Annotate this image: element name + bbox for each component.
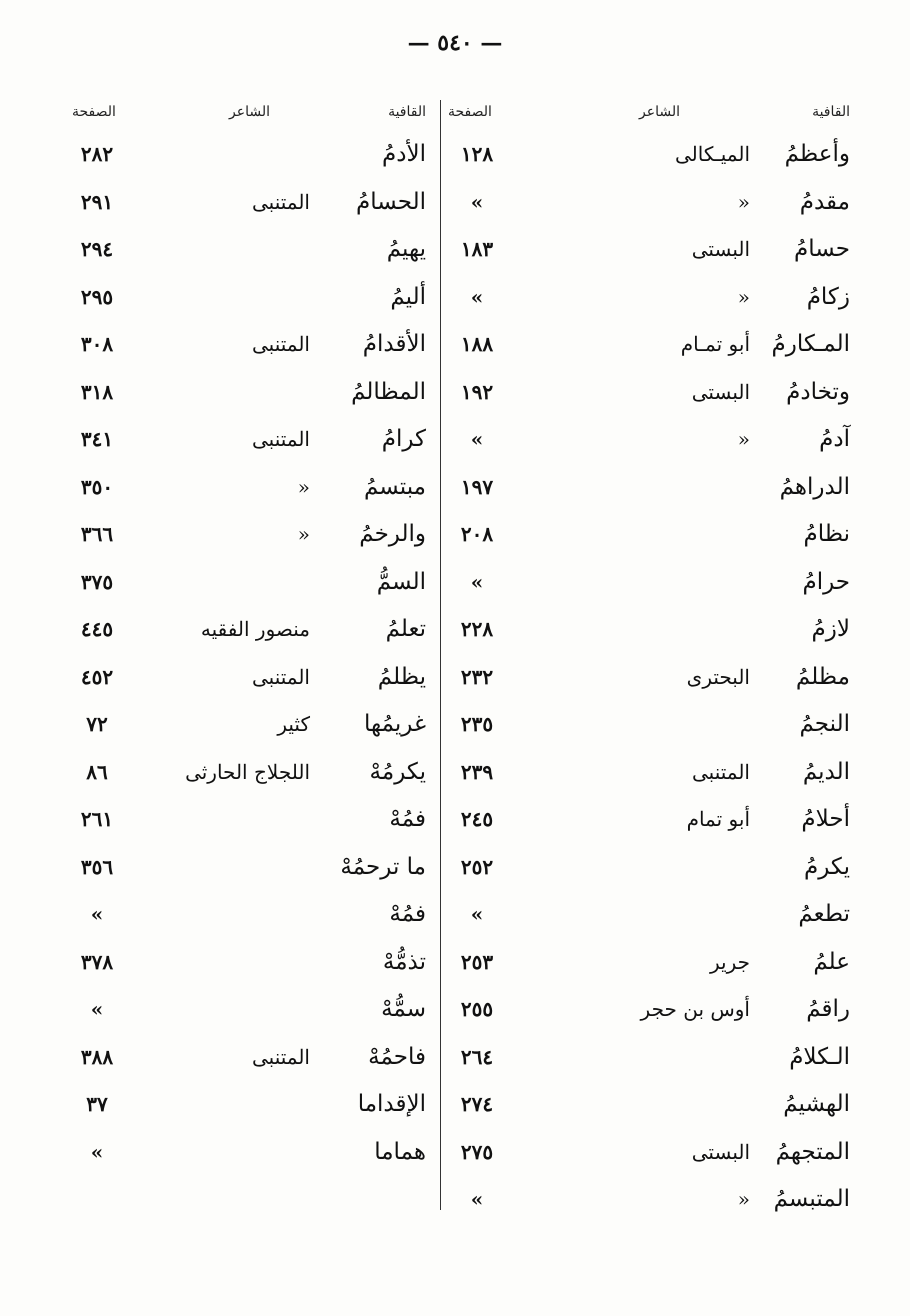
table-row [440,748,880,796]
rhyme-cell: مقدمُ [799,188,850,215]
table-row [440,938,880,986]
table-row [0,1128,440,1176]
table-row [0,415,440,463]
poet-cell: البستى [691,1139,750,1164]
poet-cell: المتنبى [252,427,310,451]
rhyme-cell: زكامُ [806,283,850,310]
table-row [0,463,440,511]
poet-cell: أوس بن حجر [640,997,750,1021]
poet-cell: جرير [710,949,750,974]
page-cell: ٢٥٥ [460,997,494,1021]
rhyme-cell: الأقدامُ [362,331,426,357]
table-row [440,1175,880,1223]
rhyme-cell: الهشيمُ [783,1091,850,1117]
page-cell: ٢٤٥ [460,807,494,831]
table-row [440,605,880,653]
header-poet: الشاعر [639,104,680,120]
rhyme-cell: يكرمُ [803,853,850,880]
header-rhyme: القافية [812,104,850,120]
rhyme-cell: كرامُ [381,426,426,452]
page-cell: ٣٠٨ [80,332,114,356]
index-table-right [440,100,880,1210]
rhyme-cell: حسامُ [794,236,850,262]
table-row [440,463,880,511]
table-row [440,1128,880,1176]
page-cell: ٧٢ [86,712,108,736]
page-cell: ٤٤٥ [80,617,114,641]
poet-cell: المتنبى [252,664,310,689]
poet-cell: « [737,1187,750,1211]
table-row [0,273,440,321]
page-cell: ٣٧ [86,1092,108,1116]
page-cell: « [90,902,104,926]
page-cell: ١٢٨ [460,142,494,166]
rhyme-cell: تذمُّهْ [382,948,426,975]
table-row [440,415,880,463]
poet-cell: منصور الفقيه [200,617,310,641]
poet-cell: « [737,284,750,309]
page-cell: ١٨٨ [460,332,494,356]
header-poet: الشاعر [229,104,270,120]
page-cell: ٢٩١ [80,189,114,214]
rhyme-cell: هماما [374,1138,426,1165]
rhyme-cell: الأدمُ [382,141,426,167]
table-row [0,368,440,416]
page-cell: ٢٣٩ [460,759,494,784]
rhyme-cell: أحلامُ [801,806,850,832]
page-cell: ٢٧٥ [460,1139,494,1164]
page-cell: « [470,569,484,594]
page-cell: « [470,1187,484,1211]
page-cell: ٢٧٤ [460,1092,494,1116]
poet-cell: المتنبى [252,1044,310,1069]
table-row [440,653,880,701]
poet-cell: البستى [691,237,750,261]
page-cell: « [470,902,484,926]
poet-cell: الميـكالى [674,142,750,166]
table-row [0,320,440,368]
table-row [440,320,880,368]
poet-cell: « [297,474,310,499]
table-row [440,368,880,416]
table-row [440,700,880,748]
table-row [0,558,440,606]
page-cell: ٢٠٨ [460,522,494,546]
rhyme-cell: فمُهْ [389,806,426,832]
rhyme-cell: مبتسمُ [363,473,426,500]
rhyme-cell: علمُ [813,948,850,975]
table-row [440,178,880,226]
page-cell: ٢٦١ [80,807,114,831]
table-row [440,510,880,558]
page-cell: ٣١٨ [80,379,114,404]
table-row [440,1033,880,1081]
page-cell: « [90,997,104,1021]
table-row [440,273,880,321]
rhyme-cell: الـكلامُ [789,1043,850,1070]
rhyme-cell: أليمُ [390,283,426,310]
page-cell: ٤٥٢ [80,664,114,689]
page-cell: ٣٧٥ [80,569,114,594]
page-cell: ٣٥٠ [80,474,114,499]
rhyme-cell: لازمُ [811,616,850,642]
rhyme-cell: الدراهمُ [779,473,850,500]
rhyme-cell: وتخادمُ [786,378,850,405]
table-row [0,130,440,178]
rhyme-cell: فاحمُهْ [368,1043,426,1070]
page-cell: ٢٣٢ [460,664,494,689]
rhyme-cell: تعلمُ [385,616,426,642]
page-cell: ٢٢٨ [460,617,494,641]
table-row [0,985,440,1033]
poet-cell: « [737,189,750,214]
table-row [0,700,440,748]
page-cell: ٢٩٤ [80,237,114,261]
table-row [440,795,880,843]
table-row [0,890,440,938]
page-cell: ٢٦٤ [460,1044,494,1069]
table-row [0,843,440,891]
rhyme-cell: حرامُ [802,568,850,595]
rhyme-cell: النجمُ [799,711,850,737]
page-cell: « [470,284,484,309]
table-row [0,653,440,701]
poet-cell: المتنبى [252,189,310,214]
table-row [0,178,440,226]
page-cell: ٢٨٢ [80,142,114,166]
page-cell: ٢٥٢ [460,854,494,879]
table-row [0,1033,440,1081]
poet-cell: المتنبى [252,332,310,356]
rhyme-cell: آدمُ [819,426,850,452]
header-page: الصفحة [72,104,116,120]
rhyme-cell: الديمُ [802,758,850,785]
poet-cell: « [737,427,750,451]
table-row [0,225,440,273]
rhyme-cell: ما ترحمُهْ [340,853,426,880]
rhyme-cell: وأعظمُ [784,141,850,167]
rhyme-cell: يكرمُهْ [369,758,426,785]
rhyme-cell: راقمُ [806,996,850,1022]
page-cell: ٢٩٥ [80,284,114,309]
page-cell: ١٩٧ [460,474,494,499]
poet-cell: « [297,522,310,546]
poet-cell: كثير [277,712,310,736]
page-cell: ٣٥٦ [80,854,114,879]
table-row [440,890,880,938]
page-cell: « [90,1139,104,1164]
rhyme-cell: المـكارمُ [771,331,850,357]
table-row [440,225,880,273]
rhyme-cell: يظلمُ [377,663,426,690]
rhyme-cell: يهيمُ [386,236,426,262]
rhyme-cell: الحسامُ [355,188,426,215]
poet-cell: المتنبى [692,759,750,784]
poet-cell: أبو تمـام [680,332,750,356]
page-cell: ٣٧٨ [80,949,114,974]
page-cell: ٣٤١ [80,427,114,451]
page-cell: ٣٨٨ [80,1044,114,1069]
page-cell: « [470,189,484,214]
rhyme-cell: المتبسمُ [773,1186,850,1212]
poet-cell: أبو تمام [686,807,750,831]
rhyme-cell: السمُّ [376,568,426,595]
page-cell: ١٩٢ [460,379,494,404]
page-cell: ٢٣٥ [460,712,494,736]
rhyme-cell: الإقداما [357,1091,426,1117]
rhyme-cell: تطعمُ [798,901,850,927]
index-table-left [0,100,440,1210]
rhyme-cell: والرخمُ [359,521,426,547]
table-row [440,558,880,606]
page-cell: ٢٥٣ [460,949,494,974]
rhyme-cell: المظالمُ [351,378,426,405]
poet-cell: اللجلاج الحارثى [185,759,310,784]
page-number: — ٥٤٠ — [407,30,503,56]
page-cell: ٣٦٦ [80,522,114,546]
rhyme-cell: مظلمُ [795,663,850,690]
rhyme-cell: نظامُ [803,521,850,547]
header-rhyme: القافية [388,104,426,120]
table-row [0,510,440,558]
rhyme-cell: سمُّهْ [381,996,426,1022]
page-cell: ١٨٣ [460,237,494,261]
poet-cell: البحترى [686,664,750,689]
table-row [440,843,880,891]
table-row [440,130,880,178]
rhyme-cell: المتجهمُ [775,1138,850,1165]
table-row [440,985,880,1033]
header-page: الصفحة [448,104,492,120]
page-cell: « [470,427,484,451]
table-row [0,605,440,653]
rhyme-cell: فمُهْ [389,901,426,927]
poet-cell: البستى [691,379,750,404]
table-row [0,748,440,796]
table-row [0,938,440,986]
page-cell: ٨٦ [86,759,108,784]
table-row [0,795,440,843]
rhyme-cell: غريمُها [363,711,426,737]
table-row [440,1080,880,1128]
table-row [0,1080,440,1128]
